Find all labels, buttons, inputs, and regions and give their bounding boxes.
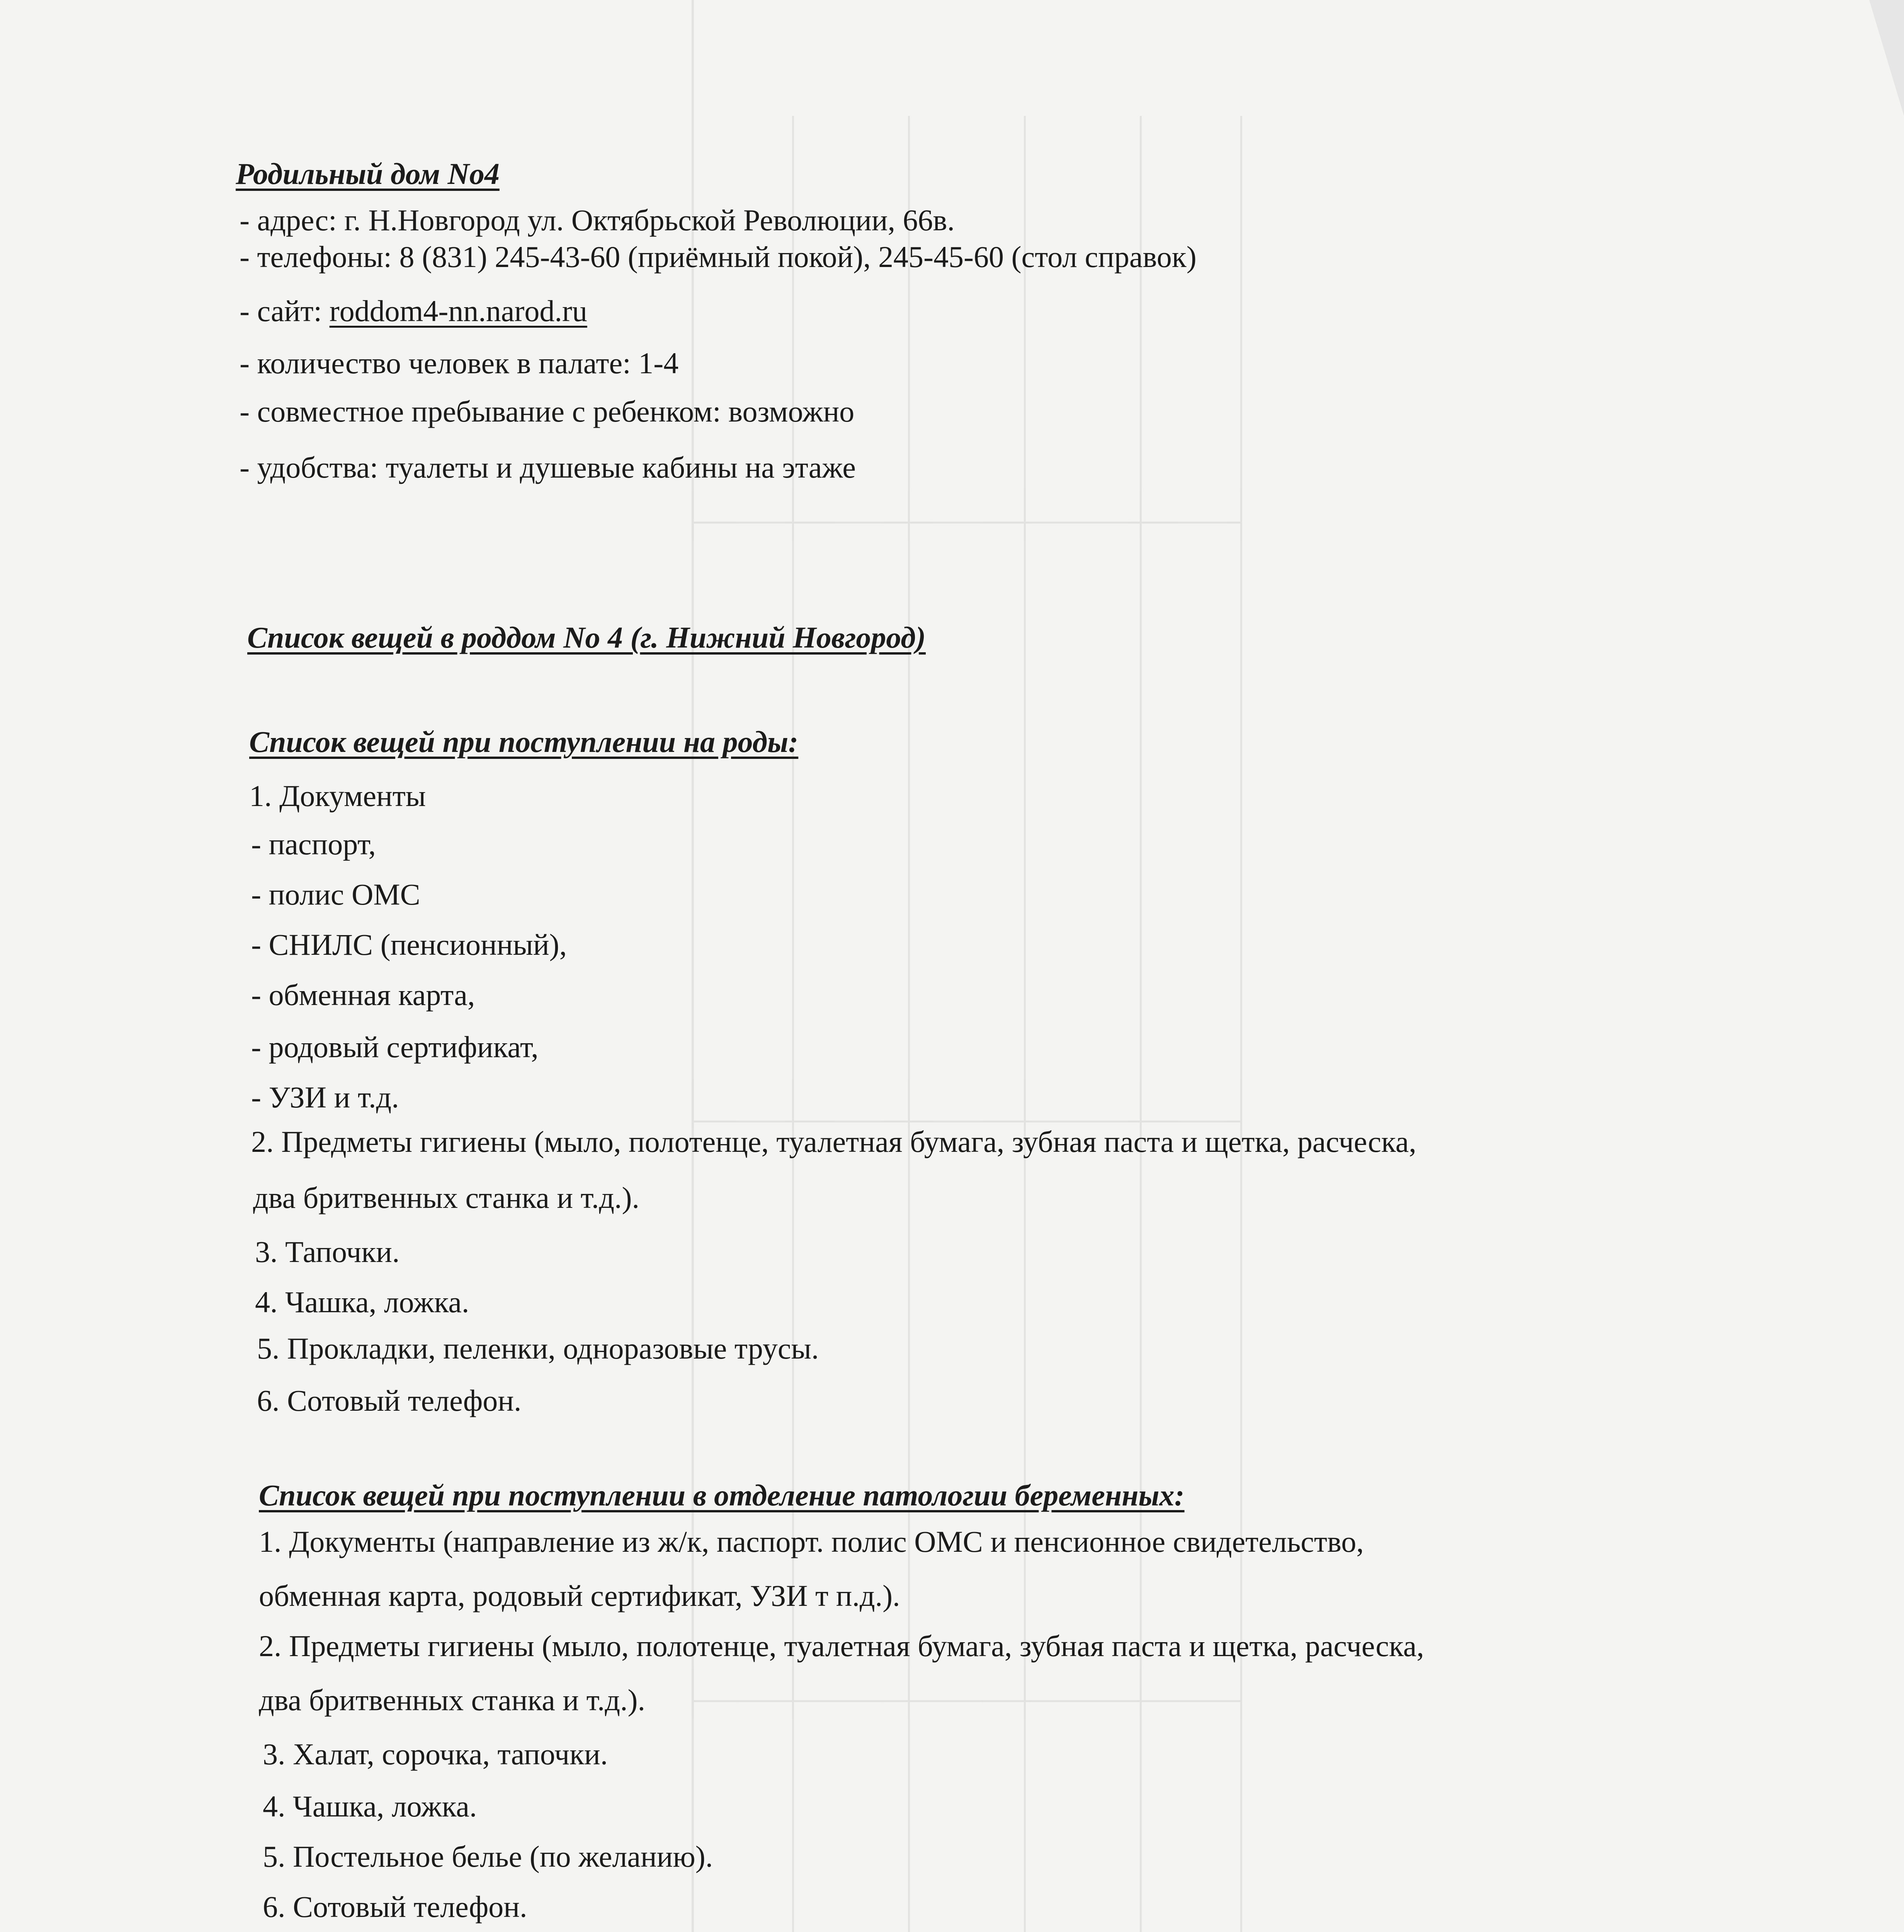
cohabitation-line: - совместное пребывание с ребенком: возможно (240, 395, 855, 428)
pathology-list-item: 4. Чашка, ложка. (263, 1789, 477, 1823)
pathology-list-heading: Список вещей при поступлении в отделение патологии беременных: (259, 1478, 1185, 1512)
site-label: - сайт: (240, 294, 330, 328)
labor-list-item: 1. Документы (249, 779, 426, 813)
pathology-list-item: обменная карта, родовый сертификат, УЗИ т п.д.). (259, 1579, 900, 1612)
pathology-list-item: 6. Сотовый телефон. (263, 1890, 527, 1923)
maternity-hospital-title: Родильный дом No4 (236, 157, 500, 190)
pathology-list-item: 2. Предметы гигиены (мыло, полотенце, туалетная бумага, зубная паста и щетка, расческа, (259, 1629, 1424, 1663)
labor-list-item: - СНИЛС (пенсионный), (251, 928, 567, 961)
pathology-list-item: 3. Халат, сорочка, тапочки. (263, 1737, 608, 1771)
facilities-line: - удобства: туалеты и душевые кабины на этаже (240, 451, 856, 484)
labor-list-item: два бритвенных станка и т.д.). (253, 1181, 639, 1214)
labor-list-item: 4. Чашка, ложка. (255, 1285, 469, 1319)
phones-line: - телефоны: 8 (831) 245-43-60 (приёмный покой), 245-45-60 (стол справок) (240, 240, 1197, 274)
pathology-list-item: 5. Постельное белье (по желанию). (263, 1840, 713, 1873)
labor-list-item: 6. Сотовый телефон. (257, 1384, 522, 1417)
labor-list-item: - родовый сертификат, (251, 1030, 539, 1064)
site-line (240, 294, 587, 328)
labor-list-item: - УЗИ и т.д. (251, 1080, 399, 1114)
pathology-list-item: 1. Документы (направление из ж/к, паспорт. полис ОМС и пенсионное свидетельство, (259, 1525, 1364, 1558)
address-line: - адрес: г. Н.Новгород ул. Октябрьской Революции, 66в. (240, 203, 955, 237)
labor-list-heading: Список вещей при поступлении на роды: (249, 725, 799, 759)
ward-size-line: - количество человек в палате: 1-4 (240, 346, 679, 380)
labor-list-item: - паспорт, (251, 827, 376, 861)
things-list-title: Список вещей в роддом No 4 (г. Нижний Новгород) (247, 621, 926, 654)
pathology-list-item: два бритвенных станка и т.д.). (259, 1683, 645, 1717)
site-link[interactable]: roddom4-nn.narod.ru (329, 294, 587, 328)
labor-list-item: 5. Прокладки, пеленки, одноразовые трусы. (257, 1332, 819, 1365)
labor-list-item: - обменная карта, (251, 978, 475, 1012)
labor-list-item: - полис ОМС (251, 878, 420, 911)
labor-list-item: 3. Тапочки. (255, 1235, 400, 1269)
labor-list-item: 2. Предметы гигиены (мыло, полотенце, туалетная бумага, зубная паста и щетка, расческа, (251, 1125, 1416, 1158)
